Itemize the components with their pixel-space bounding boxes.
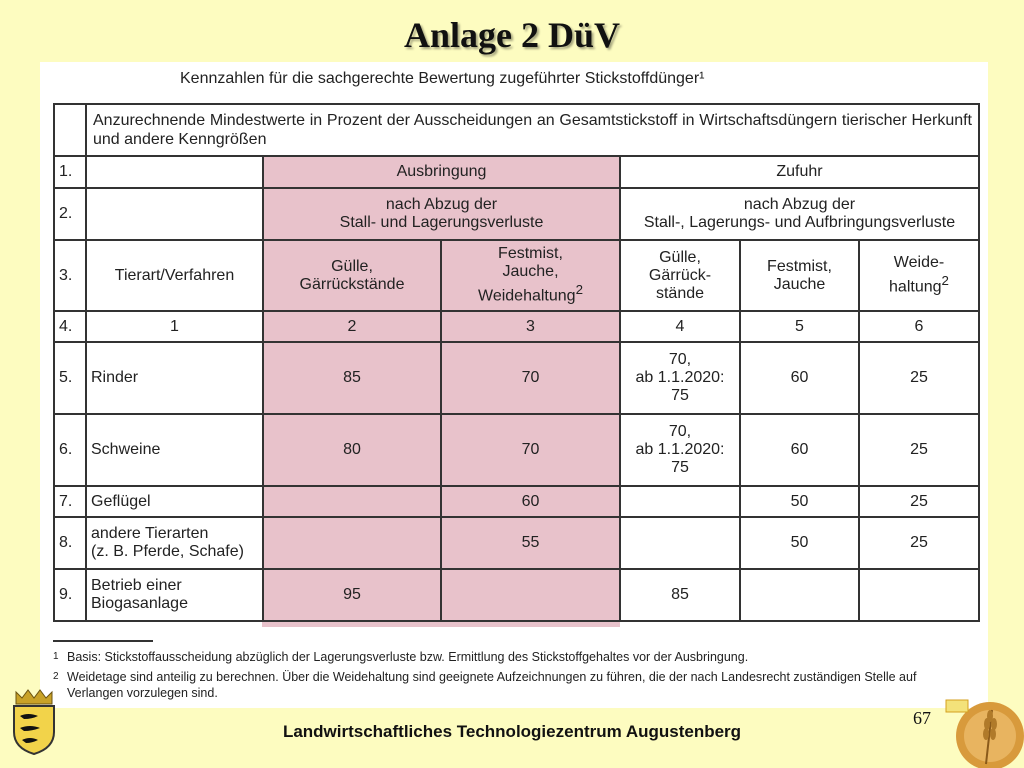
col-number: 4 <box>620 311 740 342</box>
col-number: 6 <box>859 311 979 342</box>
table-cell <box>263 486 441 517</box>
col-header-guelle-zufuhr: Gülle, Gärrück- stände <box>620 240 740 311</box>
row-number: 5. <box>54 342 86 414</box>
table-cell <box>620 486 740 517</box>
table-cell: 25 <box>859 486 979 517</box>
col-number: 3 <box>441 311 620 342</box>
table-cell: 50 <box>740 486 859 517</box>
table-cell: 70, ab 1.1.2020: 75 <box>620 342 740 414</box>
col-number: 2 <box>263 311 441 342</box>
footnote-text: Weidetage sind anteilig zu berechnen. Über die Weidehaltung sind geeignete Aufzeichnungen zu führen, die der nach Landesrecht zuständigen Stelle auf Verlangen vorzulegen sind. <box>67 670 917 700</box>
footnote-number: 1 <box>53 651 59 662</box>
highlight-extension <box>262 622 620 627</box>
table-row <box>54 104 979 156</box>
slide-title: Anlage 2 DüV <box>403 15 621 55</box>
table-cell: 60 <box>740 414 859 486</box>
row-label: Schweine <box>86 414 263 486</box>
row-number: 4. <box>54 311 86 342</box>
col-header-tierart: Tierart/Verfahren <box>86 240 263 311</box>
header-abzug-stall: nach Abzug der Stall- und Lagerungsverluste <box>263 188 620 240</box>
row-number: 6. <box>54 414 86 486</box>
footnote-number: 2 <box>53 671 59 682</box>
table-row <box>54 517 979 569</box>
col-number: 1 <box>86 311 263 342</box>
table-cell <box>441 569 620 621</box>
col-header-festmist: Festmist, Jauche, Weidehaltung$^2$ <box>441 240 620 311</box>
nitrogen-table <box>53 103 980 622</box>
table-heading: Kennzahlen für die sachgerechte Bewertung zugeführter Stickstoffdünger¹ <box>180 70 705 87</box>
table-cell: 85 <box>263 342 441 414</box>
row-label: Betrieb einer Biogasanlage <box>86 569 263 621</box>
table-cell <box>740 569 859 621</box>
table-cell: 70, ab 1.1.2020: 75 <box>620 414 740 486</box>
table-row <box>54 414 979 486</box>
col-header-guelle: Gülle, Gärrückstände <box>263 240 441 311</box>
table-row <box>54 569 979 621</box>
table-row <box>54 342 979 414</box>
table-cell: 70 <box>441 342 620 414</box>
col-header-festmist-zufuhr: Festmist, Jauche <box>740 240 859 311</box>
table-row <box>54 240 979 311</box>
table-row <box>54 156 979 188</box>
table-cell: 60 <box>740 342 859 414</box>
table-cell <box>620 517 740 569</box>
table-cell: 85 <box>620 569 740 621</box>
row-number: 3. <box>54 240 86 311</box>
table-cell: 25 <box>859 517 979 569</box>
document-panel <box>40 62 988 708</box>
footnote-text: Basis: Stickstoffausscheidung abzüglich der Lagerungsverluste bzw. Ermittlung des Stickstoffgehaltes vor der Ausbringung. <box>67 650 749 664</box>
footer-organization: Landwirtschaftliches Technologiezentrum Augustenberg <box>282 722 742 741</box>
table-intro: Anzurechnende Mindestwerte in Prozent der Ausscheidungen an Gesamtstickstoff in Wirtschaftsdüngern tierischer Herkunft und andere Kenngrößen <box>86 104 979 156</box>
col-header-weide: Weide- haltung$^2$ <box>859 240 979 311</box>
table-row <box>54 188 979 240</box>
table-cell: 80 <box>263 414 441 486</box>
footnote-divider <box>53 640 153 642</box>
table-cell: 55 <box>441 517 620 569</box>
table-cell: 50 <box>740 517 859 569</box>
row-number: 1. <box>54 156 86 188</box>
row-label: andere Tierarten (z. B. Pferde, Schafe) <box>86 517 263 569</box>
header-ausbringung: Ausbringung <box>263 156 620 188</box>
header-zufuhr: Zufuhr <box>620 156 979 188</box>
table-cell <box>263 517 441 569</box>
table-cell: 25 <box>859 342 979 414</box>
table-cell <box>859 569 979 621</box>
row-label: Geflügel <box>86 486 263 517</box>
col-number: 5 <box>740 311 859 342</box>
row-number: 7. <box>54 486 86 517</box>
table-row <box>54 311 979 342</box>
table-cell: 70 <box>441 414 620 486</box>
row-number: 9. <box>54 569 86 621</box>
footnote <box>53 669 973 701</box>
table-cell: 95 <box>263 569 441 621</box>
row-number: 8. <box>54 517 86 569</box>
row-label: Rinder <box>86 342 263 414</box>
table-cell: 60 <box>441 486 620 517</box>
table-row <box>54 486 979 517</box>
footnote <box>53 649 973 665</box>
table-cell: 25 <box>859 414 979 486</box>
page-number: 67 <box>913 708 931 728</box>
row-number: 2. <box>54 188 86 240</box>
wheat-logo-icon <box>940 690 1024 768</box>
header-abzug-stall-lager: nach Abzug der Stall-, Lagerungs- und Aufbringungsverluste <box>620 188 979 240</box>
